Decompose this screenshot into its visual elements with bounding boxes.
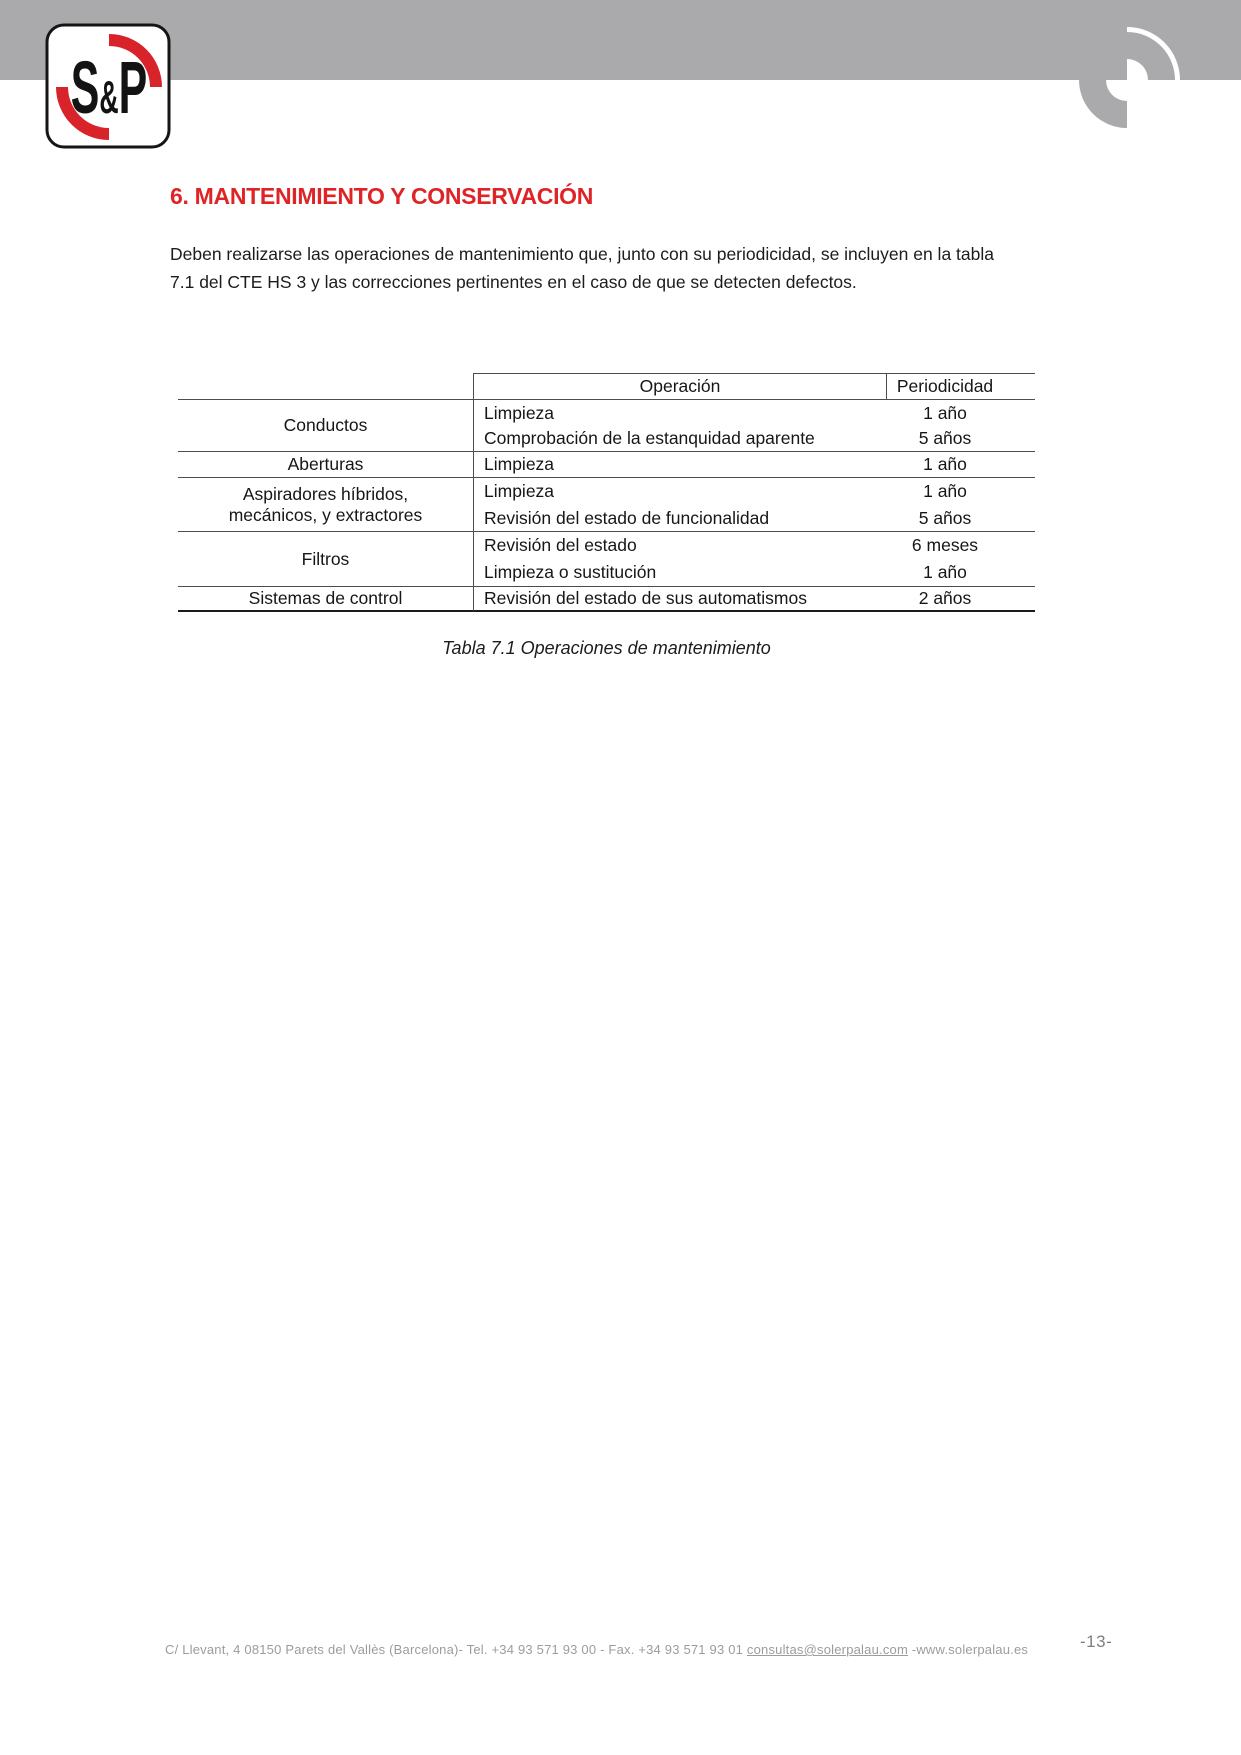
sp-logo xyxy=(45,23,171,149)
footer-email-link[interactable]: consultas@solerpalau.com xyxy=(746,1642,908,1657)
table-cell-operation: Limpieza xyxy=(473,452,887,478)
table-cell-operation: Revisión del estado xyxy=(473,532,887,559)
intro-paragraph-line1: Deben realizarse las operaciones de mantenimiento que, junto con su periodicidad, se incluyen en la tabla xyxy=(170,244,994,264)
table-header-periodicity: Periodicidad xyxy=(887,373,1035,400)
table-cell-operation: Revisión del estado de funcionalidad xyxy=(473,505,887,532)
row-group-label-sistemas: Sistemas de control xyxy=(178,587,473,612)
header-band xyxy=(0,0,1241,135)
row-group-label-filtros: Filtros xyxy=(178,532,473,587)
table-cell-periodicity: 1 año xyxy=(923,402,967,423)
table-caption: Tabla 7.1 Operaciones de mantenimiento xyxy=(442,638,771,658)
sp-logo-text: S&P xyxy=(70,45,148,129)
section-heading: 6. MANTENIMIENTO Y CONSERVACIÓN xyxy=(170,183,594,209)
footer-website: -www.solerpalau.es xyxy=(907,1642,1029,1657)
table-cell-periodicity: 5 años xyxy=(887,505,1035,532)
row-group-label-conductos: Conductos xyxy=(178,400,473,452)
table-cell-operation: Limpieza xyxy=(473,400,887,426)
footer-address: C/ Llevant, 4 08150 Parets del Vallès (Barcelona)- Tel. +34 93 571 93 00 - Fax. +34 93 571 93 01 xyxy=(165,1642,747,1657)
table-cell-periodicity: 6 meses xyxy=(911,535,979,555)
intro-paragraph xyxy=(170,240,1100,296)
table-cell-periodicity: 1 año xyxy=(887,559,1035,587)
table-cell-operation: Limpieza xyxy=(473,478,887,505)
table-cell-operation: Revisión del estado de sus automatismos xyxy=(473,587,887,612)
table-cell-periodicity: 1 año xyxy=(887,452,1035,478)
table-header-operation: Operación xyxy=(473,373,887,400)
table-cell-operation: Limpieza o sustitución xyxy=(473,559,887,587)
table-cell-periodicity: 5 años xyxy=(887,426,1035,452)
row-group-label-aspiradores: Aspiradores híbridos, mecánicos, y extractores xyxy=(178,478,473,532)
maintenance-table xyxy=(178,373,1035,612)
table-cell-periodicity: 2 años xyxy=(887,587,1035,612)
page-number: -13- xyxy=(1080,1632,1113,1651)
table-header-empty-cell xyxy=(178,373,473,400)
table-cell-operation: Comprobación de la estanquidad aparente xyxy=(473,426,887,452)
row-group-label-aberturas: Aberturas xyxy=(178,452,473,478)
footer xyxy=(165,1642,1028,1657)
gray-band xyxy=(0,0,1241,80)
table-cell-periodicity: 1 año xyxy=(923,481,967,501)
intro-paragraph-line2: 7.1 del CTE HS 3 y las correcciones pertinentes en el caso de que se detecten defectos. xyxy=(170,272,857,292)
